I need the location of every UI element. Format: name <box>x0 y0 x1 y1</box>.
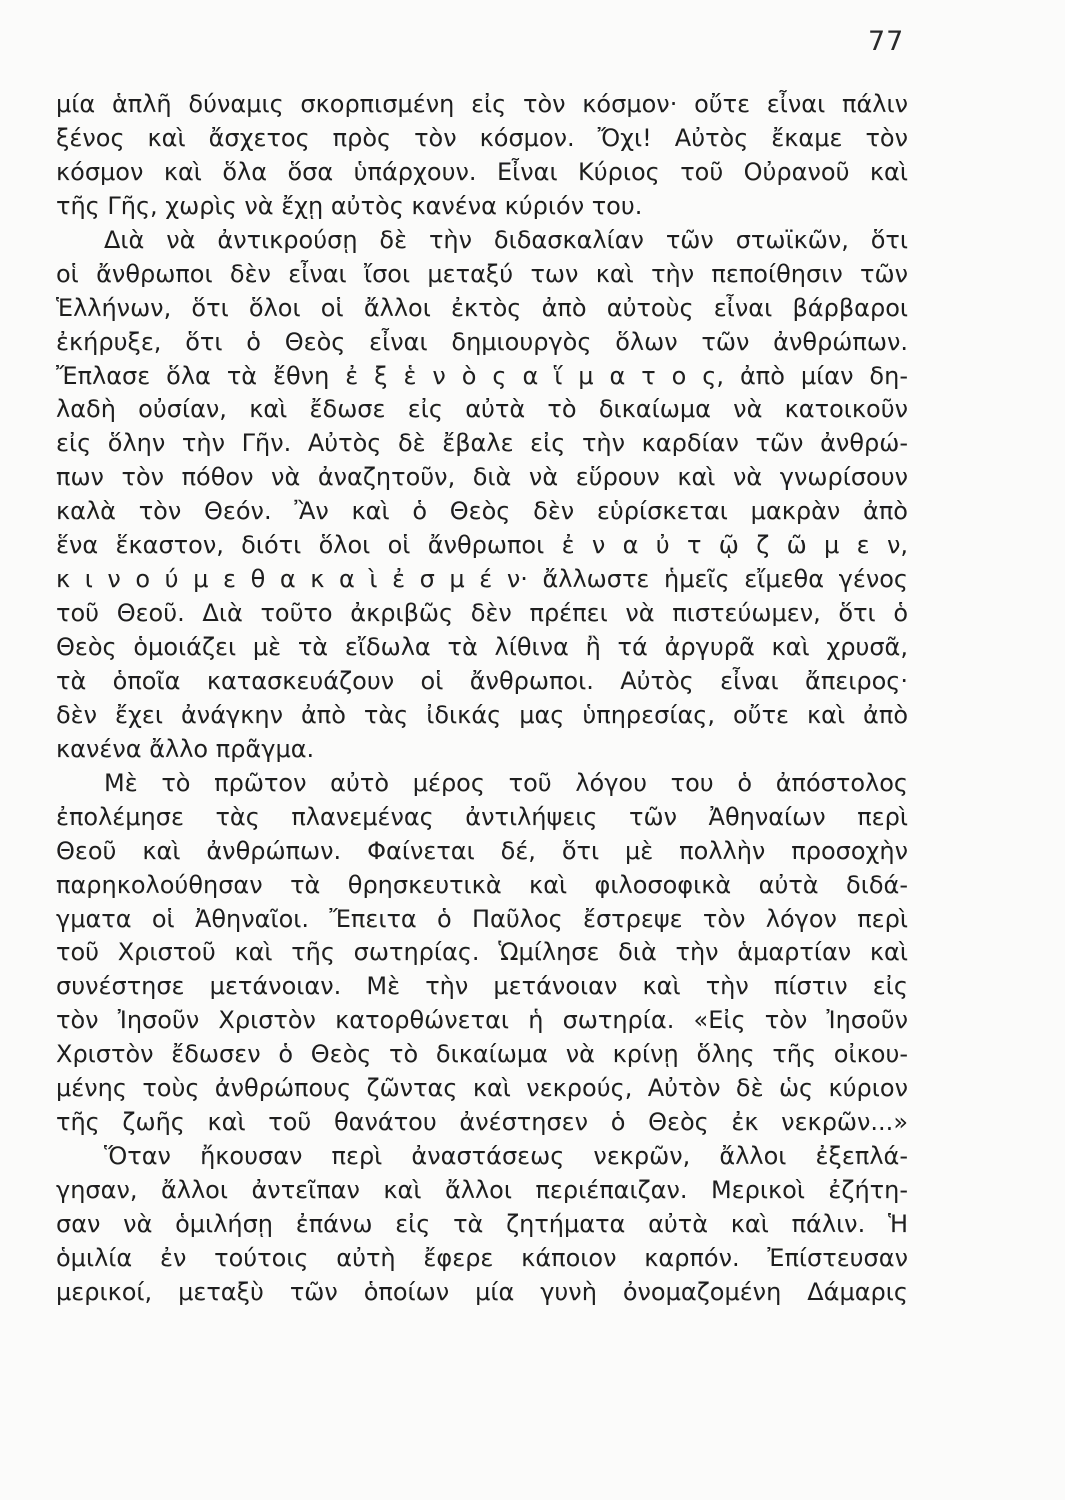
text-line: πων τὸν πόθον νὰ ἀναζητοῦν, διὰ νὰ εὕρουν καὶ νὰ γνωρίσουν <box>56 463 908 492</box>
text-line: Διὰ νὰ ἀντικρούσῃ δὲ τὴν διδασκαλίαν τῶν στωϊκῶν, ὅτι <box>104 225 908 254</box>
text-line: Ὅταν ἤκουσαν περὶ ἀναστάσεως νεκρῶν, ἄλλοι ἐξεπλά- <box>104 1142 908 1171</box>
text-line: Μὲ τὸ πρῶτον αὐτὸ μέρος τοῦ λόγου του ὁ ἀπόστολος <box>104 768 908 797</box>
text-line: οἱ ἄνθρωποι δὲν εἶναι ἴσοι μεταξύ των καὶ τὴν πεποίθησιν τῶν <box>56 259 908 288</box>
text-line: εἰς ὅλην τὴν Γῆν. Αὐτὸς δὲ ἔβαλε εἰς τὴν καρδίαν τῶν ἀνθρώ- <box>56 429 908 458</box>
text-line: ἐπολέμησε τὰς πλανεμένας ἀντιλήψεις τῶν Ἀθηναίων περὶ <box>56 802 908 831</box>
text-line: τοῦ Θεοῦ. Διὰ τοῦτο ἀκριβῶς δὲν πρέπει νὰ πιστεύωμεν, ὅτι ὁ <box>56 599 908 628</box>
text-line: λαδὴ οὐσίαν, καὶ ἔδωσε εἰς αὐτὰ τὸ δικαίωμα νὰ κατοικοῦν <box>56 395 908 424</box>
text-line: τῆς ζωῆς καὶ τοῦ θανάτου ἀνέστησεν ὁ Θεὸς ἐκ νεκρῶν...» <box>56 1108 908 1137</box>
text-line: Χριστὸν ἔδωσεν ὁ Θεὸς τὸ δικαίωμα νὰ κρίνῃ ὅλης τῆς οἰκου- <box>56 1040 908 1069</box>
text-line: τὰ ὁποῖα κατασκευάζουν οἱ ἄνθρωποι. Αὐτὸς εἶναι ἄπειρος· <box>56 666 908 695</box>
text-line: σαν νὰ ὁμιλήσῃ ἐπάνω εἰς τὰ ζητήματα αὐτὰ καὶ πάλιν. Ἡ <box>56 1209 908 1238</box>
text-line: τοῦ Χριστοῦ καὶ τῆς σωτηρίας. Ὡμίλησε διὰ τὴν ἁμαρτίαν καὶ <box>56 938 908 967</box>
text-line: δὲν ἔχει ἀνάγκην ἀπὸ τὰς ἰδικάς μας ὑπηρεσίας, οὔτε καὶ ἀπὸ <box>56 700 908 729</box>
text-line: ἕνα ἕκαστον, διότι ὅλοι οἱ ἄνθρωποι ἐ ν α ὐ τ ῷ ζ ῶ μ ε ν, <box>56 531 908 560</box>
text-line: Θεοῦ καὶ ἀνθρώπων. Φαίνεται δέ, ὅτι μὲ πολλὴν προσοχὴν <box>56 836 908 865</box>
text-line: συνέστησε μετάνοιαν. Μὲ τὴν μετάνοιαν καὶ τὴν πίστιν εἰς <box>56 972 908 1001</box>
body-text <box>56 88 908 1310</box>
text-line: ξένος καὶ ἄσχετος πρὸς τὸν κόσμον. Ὄχι! Αὐτὸς ἔκαμε τὸν <box>56 123 908 152</box>
text-line: Θεὸς ὁμοιάζει μὲ τὰ εἴδωλα τὰ λίθινα ἢ τά ἀργυρᾶ καὶ χρυσᾶ, <box>56 633 908 661</box>
text-line: γματα οἱ Ἀθηναῖοι. Ἔπειτα ὁ Παῦλος ἔστρεψε τὸν λόγον περὶ <box>56 904 908 933</box>
text-line: μερικοί, μεταξὺ τῶν ὁποίων μία γυνὴ ὀνομαζομένη Δάμαρις <box>56 1277 908 1306</box>
text-line: κανένα ἄλλο πρᾶγμα. <box>56 734 315 763</box>
text-line: ὁμιλία ἐν τούτοις αὐτὴ ἔφερε κάποιον καρπόν. Ἐπίστευσαν <box>56 1243 908 1272</box>
page-number: 77 <box>868 26 905 57</box>
text-line: παρηκολούθησαν τὰ θρησκευτικὰ καὶ φιλοσοφικὰ αὐτὰ διδά- <box>56 870 908 899</box>
text-line: ἐκήρυξε, ὅτι ὁ Θεὸς εἶναι δημιουργὸς ὅλων τῶν ἀνθρώπων. <box>56 327 908 356</box>
text-line: κόσμον καὶ ὅλα ὅσα ὑπάρχουν. Εἶναι Κύριος τοῦ Οὐρανοῦ καὶ <box>56 157 908 186</box>
text-line: τὸν Ἰησοῦν Χριστὸν κατορθώνεται ἡ σωτηρία. «Εἰς τὸν Ἰησοῦν <box>56 1006 908 1035</box>
text-line: καλὰ τὸν Θεόν. Ἂν καὶ ὁ Θεὸς δὲν εὑρίσκεται μακρὰν ἀπὸ <box>56 497 908 526</box>
text-line: κ ι ν ο ύ μ ε θ α κ α ὶ ἐ σ μ έ ν· ἄλλωστε ἡμεῖς εἴμεθα γένος <box>56 565 908 594</box>
text-line: τῆς Γῆς, χωρὶς νὰ ἔχῃ αὐτὸς κανένα κύριόν του. <box>56 191 643 220</box>
text-line: μία ἁπλῆ δύναμις σκορπισμένη εἰς τὸν κόσμον· οὔτε εἶναι πάλιν <box>56 90 908 118</box>
text-line: Ἑλλήνων, ὅτι ὅλοι οἱ ἄλλοι ἐκτὸς ἀπὸ αὐτοὺς εἶναι βάρβαροι <box>56 293 908 322</box>
text-line: Ἔπλασε ὅλα τὰ ἔθνη ἐ ξ ἑ ν ὸ ς α ἵ μ α τ ο ς, ἀπὸ μίαν δη- <box>56 361 908 390</box>
text-line: γησαν, ἄλλοι ἀντεῖπαν καὶ ἄλλοι περιέπαιζαν. Μερικοὶ ἐζήτη- <box>56 1176 908 1204</box>
text-line: μένης τοὺς ἀνθρώπους ζῶντας καὶ νεκρούς, Αὐτὸν δὲ ὡς κύριον <box>56 1074 908 1103</box>
